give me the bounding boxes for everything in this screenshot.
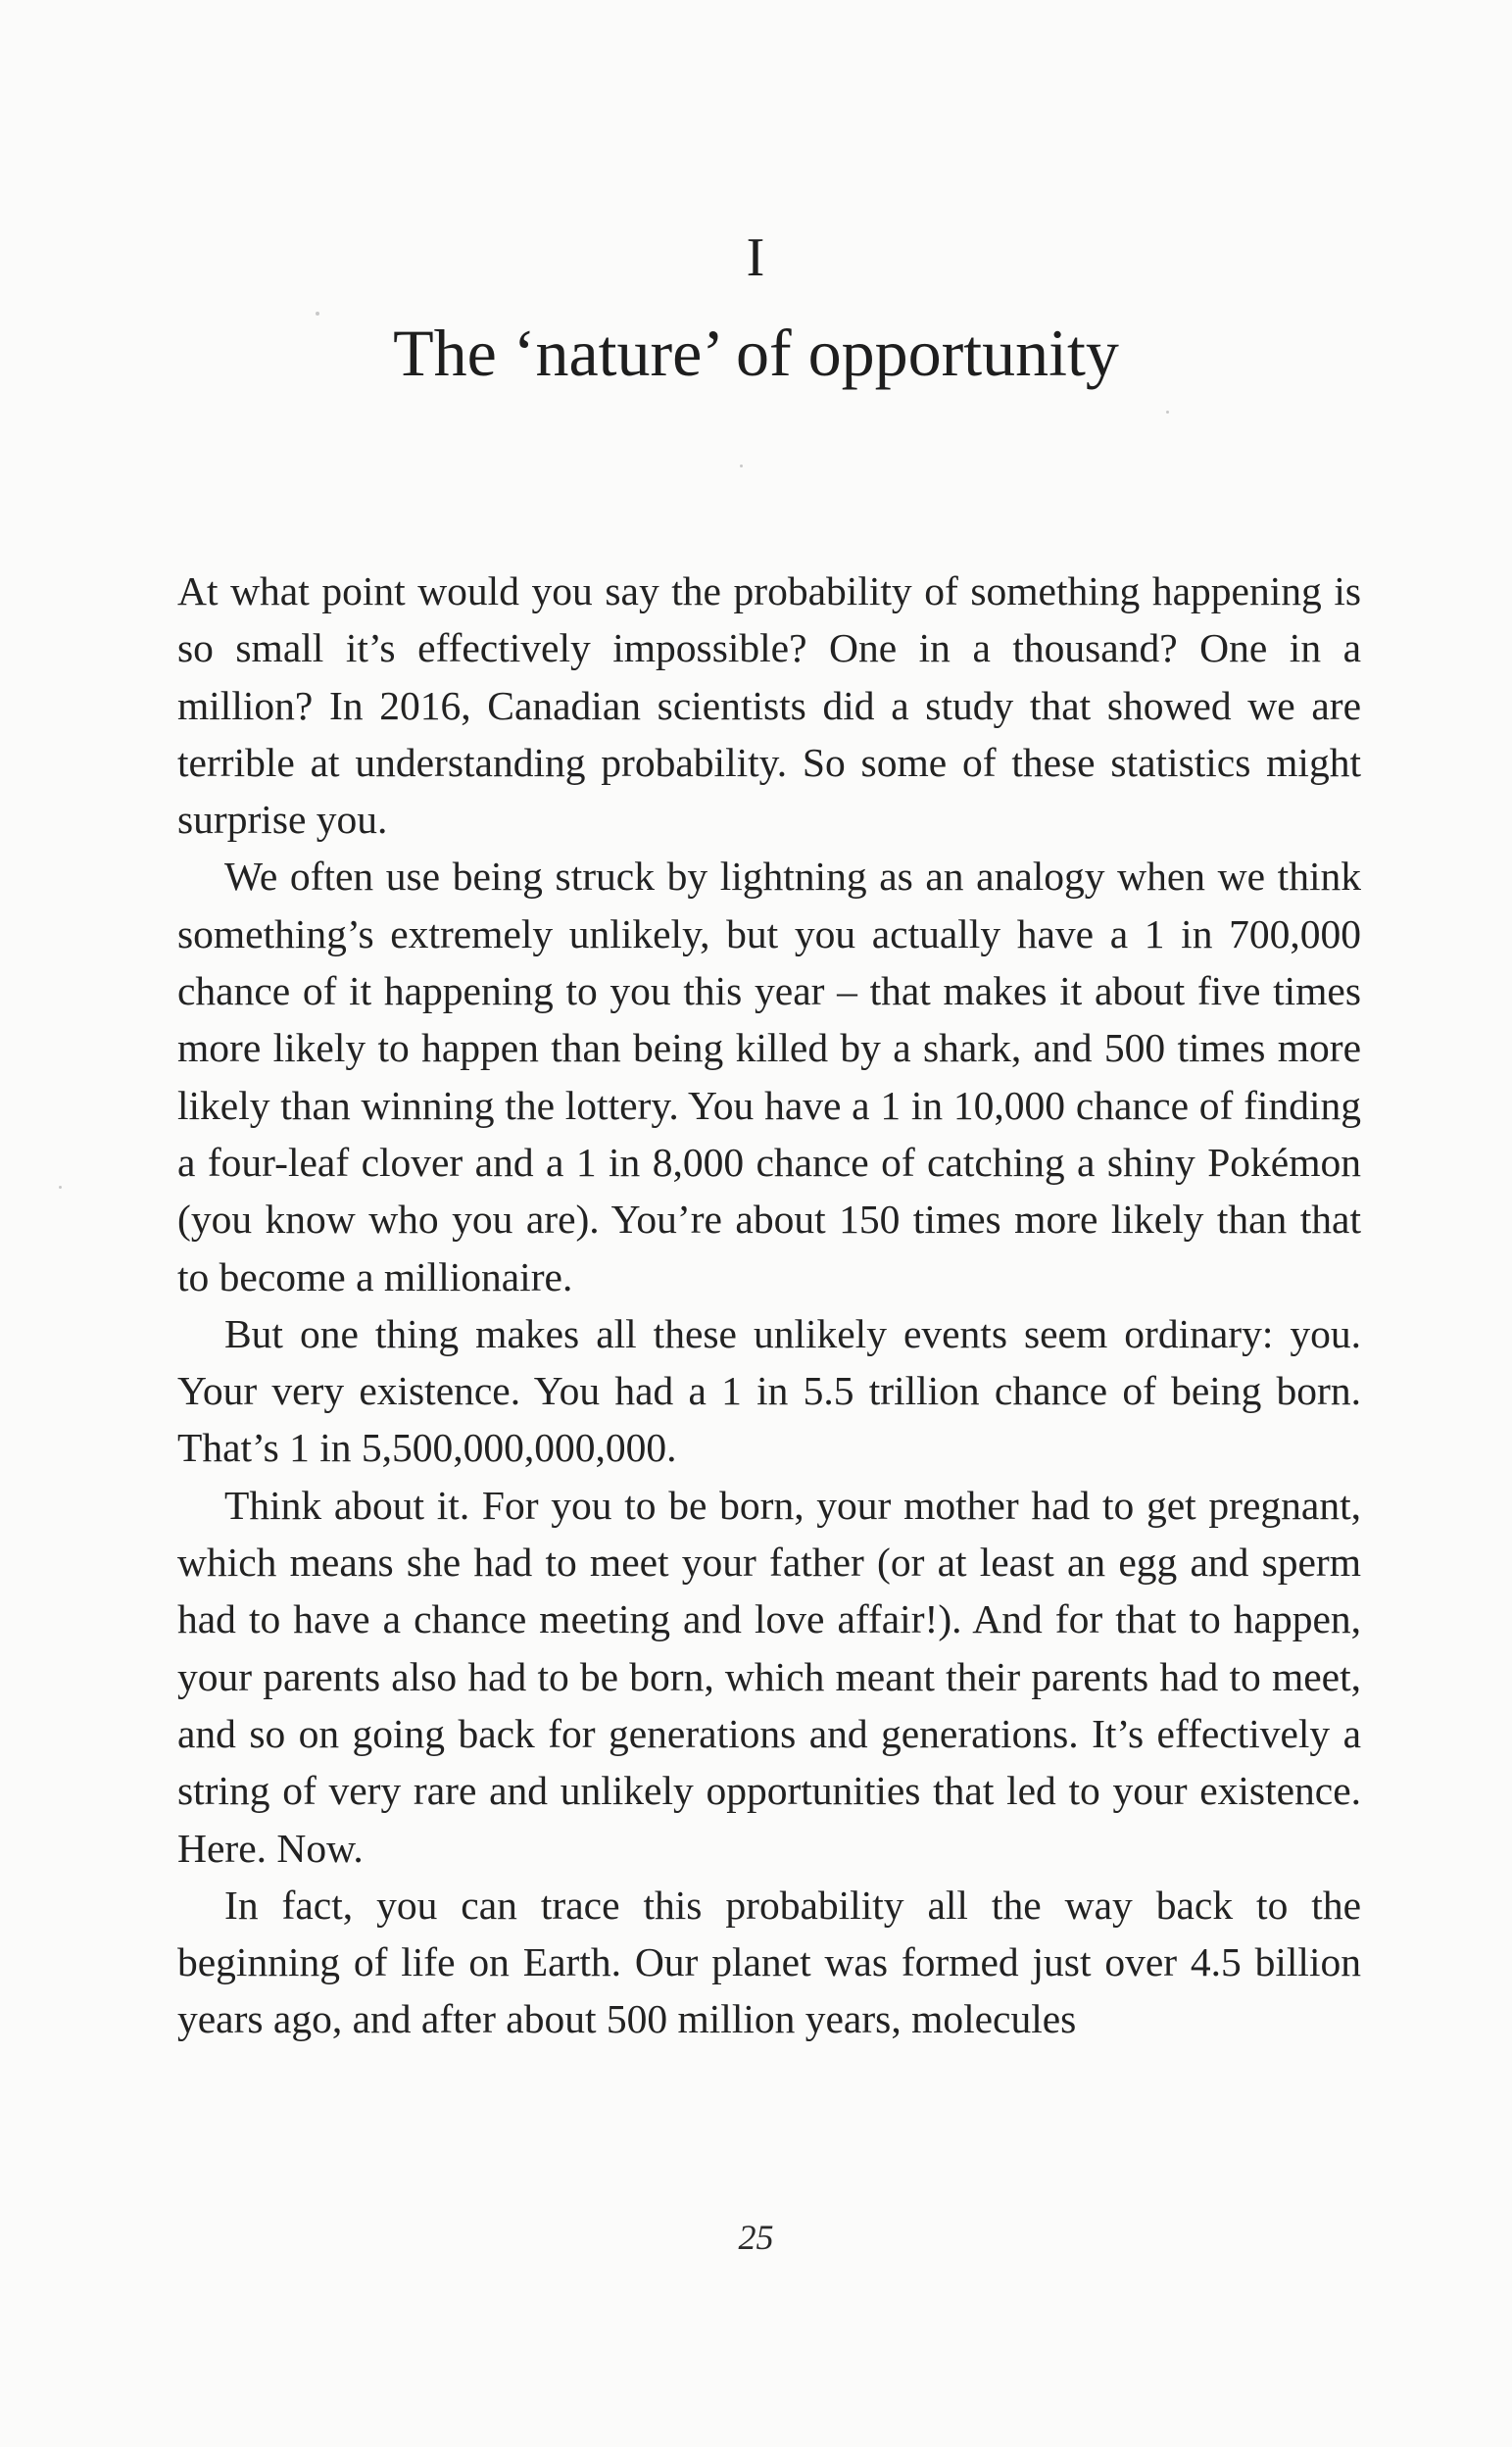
paragraph-2: We often use being struck by lightning as an analogy when we think something’s extremely unlikely, but you actually have a 1 in 700,000 chance of it happening to you this year – that makes it about five times more likely to happen than being killed by a shark, and 500 times more likely than winning the lottery. You have a 1 in 10,000 chance of finding a four-leaf clover and a 1 in 8,000 chance of catching a shiny Pokémon (you know who you are). You’re about 150 times more likely than that to become a millionaire.: [177, 854, 1361, 1299]
paragraph-5: In fact, you can trace this probability all the way back to the beginning of life on Earth. Our planet was formed just over 4.5 billion years ago, and after about 500 million years, molecules: [177, 1882, 1361, 2042]
paragraph-1: At what point would you say the probability of something happening is so small it’s effectively impossible? One in a thousand? One in a million? In 2016, Canadian scientists did a study that showed we are terrible at understanding probability. So some of these statistics might surprise you.: [177, 568, 1361, 843]
page-number: 25: [738, 2218, 774, 2257]
paragraph-4: Think about it. For you to be born, your mother had to get pregnant, which means she had to meet your father (or at least an egg and sperm had to have a chance meeting and love affair!). And for that to happen, your parents also had to be born, which meant their parents had to meet, and so on going back for generations and generations. It’s effectively a string of very rare and unlikely opportunities that led to your existence. Here. Now.: [177, 1482, 1361, 1871]
paper-speck: [316, 312, 319, 316]
paper-speck: [740, 465, 743, 467]
paper-speck: [1166, 411, 1169, 414]
body-text: [177, 563, 1361, 2048]
chapter-number: I: [746, 227, 766, 288]
paper-speck: [59, 1186, 62, 1189]
paragraph-3: But one thing makes all these unlikely events seem ordinary: you. Your very existence. You had a 1 in 5.5 trillion chance of being born. That’s 1 in 5,500,000,000,000.: [177, 1310, 1361, 1471]
chapter-title: The ‘nature’ of opportunity: [393, 316, 1119, 390]
